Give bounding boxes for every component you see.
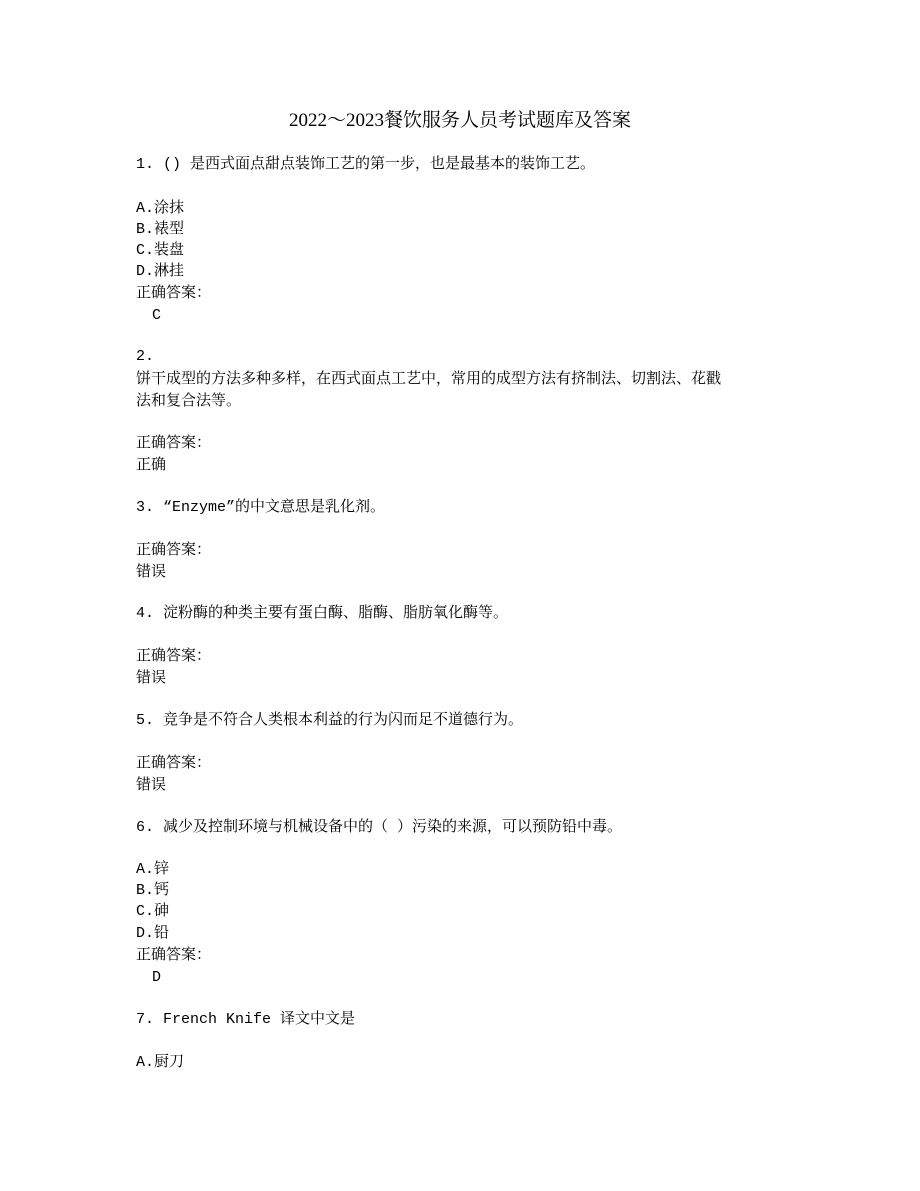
question-number: 7. xyxy=(136,1011,155,1028)
question-number: 2. xyxy=(136,348,155,365)
question-text: () 是西式面点甜点装饰工艺的第一步，也是最基本的装饰工艺。 xyxy=(163,156,596,173)
question-5 xyxy=(136,710,523,732)
question-1 xyxy=(136,154,595,176)
answer-label: 正确答案： xyxy=(136,542,212,559)
question-text: 竞争是不符合人类根本利益的行为闪而足不道德行为。 xyxy=(163,712,524,729)
question-3 xyxy=(136,497,385,519)
answer-value: 正确 xyxy=(136,457,167,474)
option-c: C.装盘 xyxy=(136,242,185,259)
answer-label: 正确答案： xyxy=(136,947,212,964)
question-text: 减少及控制环境与机械设备中的（ ）污染的来源，可以预防铅中毒。 xyxy=(163,819,623,836)
answer-value: 错误 xyxy=(136,670,167,687)
question-number: 6. xyxy=(136,819,155,836)
question-number: 1. xyxy=(136,156,155,173)
question-6 xyxy=(136,817,622,839)
question-4 xyxy=(136,603,508,625)
document-title: 2022～2023餐饮服务人员考试题库及答案 xyxy=(288,110,631,131)
question-text-line-1: 饼干成型的方法多种多样，在西式面点工艺中，常用的成型方法有挤制法、切割法、花戳 xyxy=(136,371,722,388)
question-text: 淀粉酶的种类主要有蛋白酶、脂酶、脂肪氧化酶等。 xyxy=(163,605,509,622)
question-text: French Knife 译文中文是 xyxy=(163,1011,356,1028)
answer-value: D xyxy=(152,969,162,986)
answer-label: 正确答案： xyxy=(136,755,212,772)
option-a: A.锌 xyxy=(136,861,170,878)
option-c: C.砷 xyxy=(136,903,170,920)
answer-value: C xyxy=(152,307,162,324)
option-d: D.铅 xyxy=(136,925,170,942)
question-number: 5. xyxy=(136,712,155,729)
option-a: A.厨刀 xyxy=(136,1054,185,1071)
question-7 xyxy=(136,1009,355,1031)
option-a: A.涂抹 xyxy=(136,200,185,217)
option-b: B.裱型 xyxy=(136,221,185,238)
answer-label: 正确答案： xyxy=(136,285,212,302)
answer-value: 错误 xyxy=(136,564,167,581)
answer-label: 正确答案： xyxy=(136,648,212,665)
question-number: 3. xyxy=(136,499,155,516)
answer-value: 错误 xyxy=(136,777,167,794)
question-text: “Enzyme”的中文意思是乳化剂。 xyxy=(163,499,386,516)
option-b: B.钙 xyxy=(136,882,170,899)
option-d: D.淋挂 xyxy=(136,263,185,280)
question-number: 4. xyxy=(136,605,155,622)
question-text-line-2: 法和复合法等。 xyxy=(136,393,242,410)
answer-label: 正确答案： xyxy=(136,435,212,452)
